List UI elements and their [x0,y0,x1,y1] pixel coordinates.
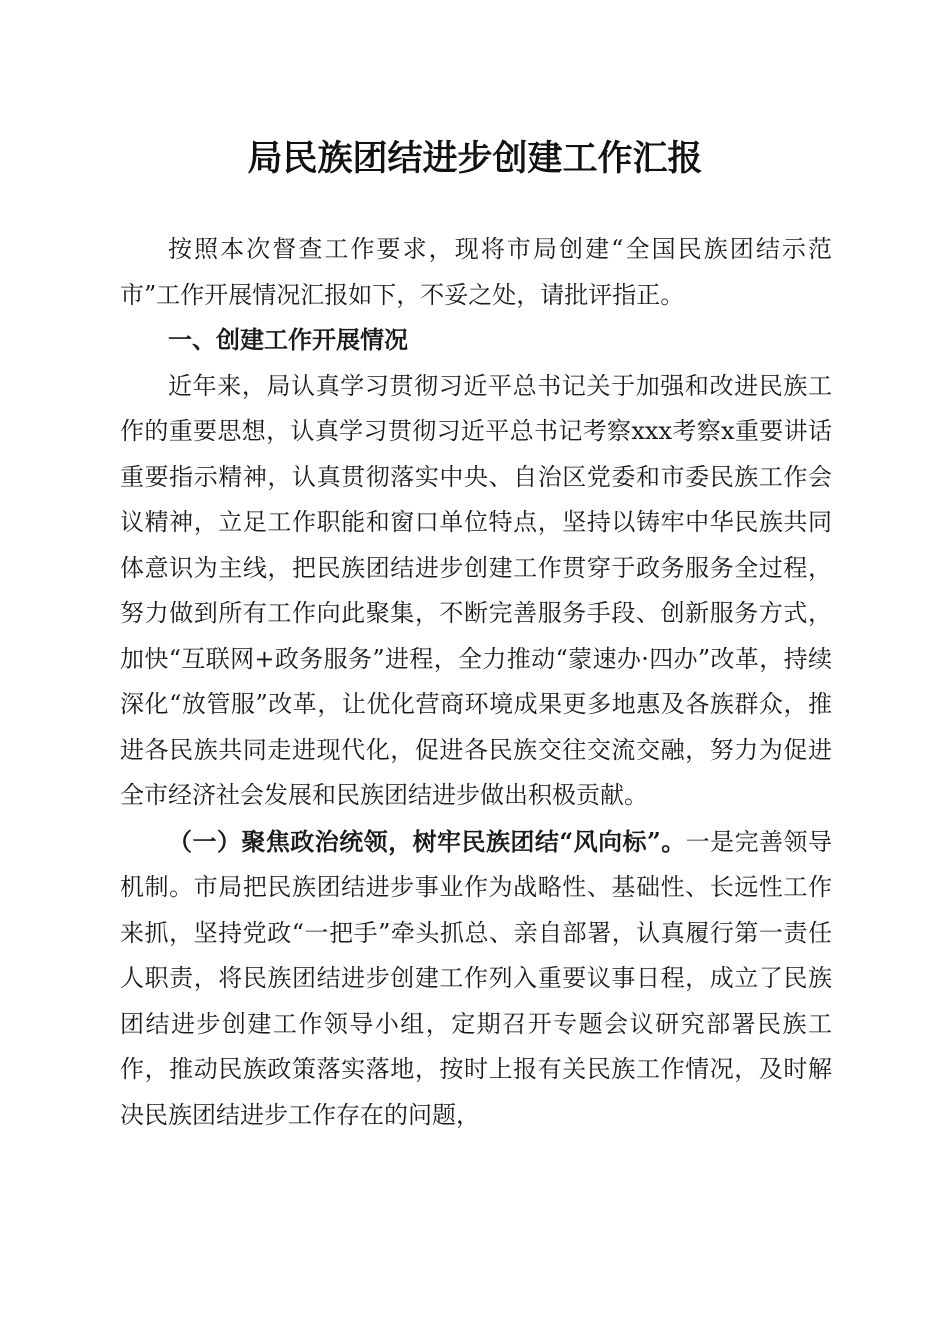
document-title: 局民族团结进步创建工作汇报 [247,138,703,179]
subsection-1-text: 一是完善领导机制。市局把民族团结进步事业作为战略性、基础性、长远性工作来抓，坚持党政“一把手”牵头抓总、亲自部署，认真履行第一责任人职责，将民族团结进步创建工作列入重要议事日程，成立了民族团结进步创建工作领导小组，定期召开专题会议研究部署民族工作，推动民族政策落实落地，按时上报有关民族工作情况，及时解决民族团结进步工作存在的问题， [120,827,833,1129]
subsection-heading-1: （一）聚焦政治统领，树牢民族团结“风向标”。 [168,826,686,856]
section-heading-1: 一、创建工作开展情况 [168,326,408,354]
intro-paragraph: 按照本次督查工作要求，现将市局创建“全国民族团结示范市”工作开展情况汇报如下，不妥之处，请批评指正。 [120,235,832,309]
document-body [120,227,832,1138]
subsection-1-paragraph [120,819,832,1139]
section-1-paragraph: 近年来，局认真学习贯彻习近平总书记关于加强和改进民族工作的重要思想，认真学习贯彻习近平总书记考察xxx考察x重要讲话重要指示精神，认真贯彻落实中央、自治区党委和市委民族工作会议精神，立足工作职能和窗口单位特点，坚持以铸牢中华民族共同体意识为主线，把民族团结进步创建工作贯穿于政务服务全过程，努力做到所有工作向此聚集，不断完善服务手段、创新服务方式，加快“互联网+政务服务”进程，全力推动“蒙速办·四办”改革，持续深化“放管服”改革，让优化营商环境成果更多地惠及各族群众，推进各民族共同走进现代化，促进各民族交往交流交融，努力为促进全市经济社会发展和民族团结进步做出积极贡献。 [120,371,832,809]
